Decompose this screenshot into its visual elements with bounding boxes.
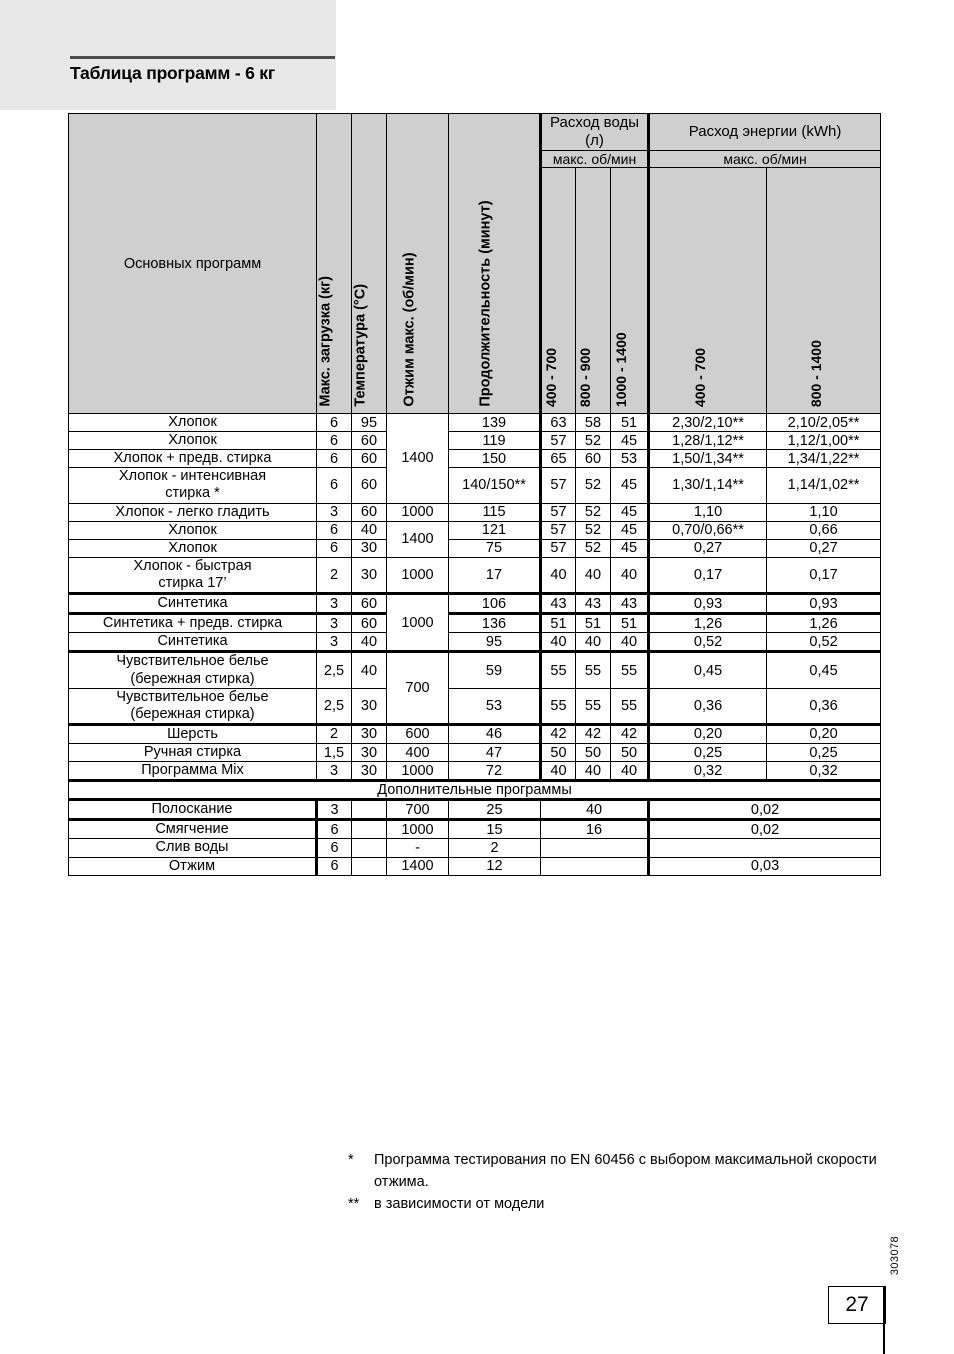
temperature-value: 40 (352, 521, 387, 539)
max-load-value: 6 (317, 468, 352, 503)
temperature-value: 30 (352, 743, 387, 761)
spin-value: 1000 (387, 762, 449, 781)
energy-800-1400-value: 1,10 (767, 503, 881, 521)
side-code: 303078 (889, 1236, 901, 1276)
program-name: Ручная стирка (69, 743, 317, 761)
water-800-900-value: 50 (576, 743, 611, 761)
energy-800-1400-value: 0,52 (767, 633, 881, 652)
temperature-value: 60 (352, 468, 387, 503)
header-max-load-label: Макс. загрузка (кг) (317, 276, 334, 407)
table-row (69, 633, 881, 652)
water-800-900-value: 55 (576, 652, 611, 688)
max-load-value: 2 (317, 724, 352, 743)
temperature-value: 30 (352, 762, 387, 781)
program-name: Отжим (69, 857, 317, 875)
header-duration (449, 114, 541, 414)
temperature-value: 60 (352, 503, 387, 521)
duration-value: 139 (449, 414, 541, 432)
max-load-value: 3 (317, 762, 352, 781)
water-800-900-value: 40 (576, 762, 611, 781)
energy-400-700-value: 0,93 (649, 594, 767, 614)
header-temperature-label: Температура (°C) (352, 284, 369, 407)
water-800-900-value: 52 (576, 503, 611, 521)
header-energy-800-1400-label: 800 - 1400 (807, 340, 824, 407)
energy-400-700-value: 2,30/2,10** (649, 414, 767, 432)
footnote (348, 1150, 888, 1194)
table-row (69, 414, 881, 432)
header-water-400-700 (541, 168, 576, 414)
water-400-700-value: 57 (541, 468, 576, 503)
energy-800-1400-value: 0,25 (767, 743, 881, 761)
max-load-value: 2,5 (317, 652, 352, 688)
header-energy-400-700-label: 400 - 700 (691, 347, 708, 407)
duration-value: 106 (449, 594, 541, 614)
water-800-900-value: 60 (576, 450, 611, 468)
spin-value: 1000 (387, 503, 449, 521)
water-400-700-value: 43 (541, 594, 576, 614)
temperature-value (352, 839, 387, 857)
water-1000-1400-value: 45 (611, 503, 649, 521)
header-energy-800-1400 (767, 168, 881, 414)
title-rule (70, 56, 335, 59)
program-name: Синтетика (69, 633, 317, 652)
program-table (68, 113, 881, 876)
water-1000-1400-value: 40 (611, 633, 649, 652)
table-row (69, 503, 881, 521)
duration-value: 17 (449, 557, 541, 593)
water-1000-1400-value: 42 (611, 724, 649, 743)
page-number-box (828, 1286, 886, 1324)
table-body-main (69, 414, 881, 781)
water-1000-1400-value: 51 (611, 414, 649, 432)
table-row (69, 857, 881, 875)
duration-value: 119 (449, 432, 541, 450)
spin-value: 1000 (387, 594, 449, 652)
water-1000-1400-value: 53 (611, 450, 649, 468)
program-name: Синтетика + предв. стирка (69, 614, 317, 633)
extra-programs-section-title: Дополнительные программы (69, 781, 881, 800)
energy-800-1400-value: 0,27 (767, 539, 881, 557)
energy-800-1400-value: 1,14/1,02** (767, 468, 881, 503)
water-800-900-value: 40 (576, 633, 611, 652)
temperature-value: 60 (352, 432, 387, 450)
header-temperature (352, 114, 387, 414)
spin-value: 700 (387, 652, 449, 724)
max-load-value: 3 (317, 800, 352, 820)
energy-400-700-value: 0,32 (649, 762, 767, 781)
water-1000-1400-value: 45 (611, 539, 649, 557)
water-400-700-value: 57 (541, 503, 576, 521)
header-water-800-900 (576, 168, 611, 414)
temperature-value: 40 (352, 633, 387, 652)
section-header-row (69, 781, 881, 800)
program-name: Хлопок + предв. стирка (69, 450, 317, 468)
table-row (69, 743, 881, 761)
footnote-text: в зависимости от модели (374, 1195, 545, 1212)
header-energy-group: Расход энергии (kWh) (649, 114, 881, 151)
table-row (69, 468, 881, 503)
water-800-900-value: 40 (576, 557, 611, 593)
spin-value: 1000 (387, 557, 449, 593)
water-400-700-value: 65 (541, 450, 576, 468)
program-name: Хлопок (69, 539, 317, 557)
energy-800-1400-value: 1,26 (767, 614, 881, 633)
table-body-extra (69, 781, 881, 875)
duration-value: 136 (449, 614, 541, 633)
duration-value: 2 (449, 839, 541, 857)
water-800-900-value: 52 (576, 468, 611, 503)
header-energy-rpm: макс. об/мин (649, 151, 881, 168)
energy-400-700-value: 0,36 (649, 688, 767, 724)
energy-800-1400-value: 0,93 (767, 594, 881, 614)
temperature-value: 30 (352, 539, 387, 557)
header-spin-max-label: Отжим макс. (об/мин) (400, 252, 417, 407)
header-water-rpm: макс. об/мин (541, 151, 649, 168)
header-water-1000-1400-label: 1000 - 1400 (612, 332, 629, 407)
page-title: Таблица программ - 6 кг (70, 63, 275, 83)
energy-400-700-value: 0,20 (649, 724, 767, 743)
energy-400-700-value: 0,70/0,66** (649, 521, 767, 539)
water-400-700-value: 50 (541, 743, 576, 761)
duration-value: 15 (449, 820, 541, 839)
header-max-load (317, 114, 352, 414)
duration-value: 12 (449, 857, 541, 875)
footnote-marker: * (348, 1152, 354, 1168)
header-water-400-700-label: 400 - 700 (542, 347, 559, 407)
table-row (69, 839, 881, 857)
spin-value: 400 (387, 743, 449, 761)
temperature-value: 30 (352, 724, 387, 743)
header-water-800-900-label: 800 - 900 (576, 347, 593, 407)
temperature-value: 40 (352, 652, 387, 688)
energy-800-1400-value: 2,10/2,05** (767, 414, 881, 432)
duration-value: 150 (449, 450, 541, 468)
energy-800-1400-value: 0,17 (767, 557, 881, 593)
program-name: Программа Mix (69, 762, 317, 781)
spin-value: 1400 (387, 857, 449, 875)
energy-400-700-value: 1,28/1,12** (649, 432, 767, 450)
program-name: Хлопок - интенсивная стирка * (69, 468, 317, 503)
water-1000-1400-value: 40 (611, 557, 649, 593)
water-800-900-value: 52 (576, 539, 611, 557)
energy-400-700-value: 0,27 (649, 539, 767, 557)
table-row (69, 557, 881, 593)
program-name: Смягчение (69, 820, 317, 839)
max-load-value: 6 (317, 857, 352, 875)
max-load-value: 6 (317, 820, 352, 839)
duration-value: 115 (449, 503, 541, 521)
energy-value: 0,02 (649, 820, 881, 839)
temperature-value: 95 (352, 414, 387, 432)
table-row (69, 450, 881, 468)
header-duration-label: Продолжительность (минут) (477, 200, 494, 407)
water-1000-1400-value: 55 (611, 652, 649, 688)
water-1000-1400-value: 45 (611, 468, 649, 503)
max-load-value: 2,5 (317, 688, 352, 724)
energy-800-1400-value: 0,36 (767, 688, 881, 724)
program-name: Хлопок - легко гладить (69, 503, 317, 521)
water-400-700-value: 40 (541, 762, 576, 781)
energy-800-1400-value: 0,32 (767, 762, 881, 781)
program-name: Шерсть (69, 724, 317, 743)
page-number: 27 (845, 1293, 869, 1316)
table-row (69, 800, 881, 820)
duration-value: 75 (449, 539, 541, 557)
energy-800-1400-value: 0,66 (767, 521, 881, 539)
duration-value: 72 (449, 762, 541, 781)
water-800-900-value: 52 (576, 432, 611, 450)
water-400-700-value: 57 (541, 432, 576, 450)
max-load-value: 3 (317, 633, 352, 652)
temperature-value: 60 (352, 594, 387, 614)
header-row-groups (69, 114, 881, 151)
energy-value: 0,03 (649, 857, 881, 875)
temperature-value: 30 (352, 557, 387, 593)
water-800-900-value: 43 (576, 594, 611, 614)
water-1000-1400-value: 45 (611, 521, 649, 539)
max-load-value: 6 (317, 432, 352, 450)
table-row (69, 820, 881, 839)
program-name: Хлопок (69, 414, 317, 432)
water-value (541, 839, 649, 857)
max-load-value: 3 (317, 503, 352, 521)
energy-value: 0,02 (649, 800, 881, 820)
spin-value: 600 (387, 724, 449, 743)
energy-400-700-value: 1,10 (649, 503, 767, 521)
program-name: Хлопок (69, 521, 317, 539)
water-400-700-value: 57 (541, 521, 576, 539)
water-400-700-value: 42 (541, 724, 576, 743)
water-800-900-value: 52 (576, 521, 611, 539)
program-name: Слив воды (69, 839, 317, 857)
table-row (69, 432, 881, 450)
temperature-value: 60 (352, 614, 387, 633)
water-1000-1400-value: 51 (611, 614, 649, 633)
duration-value: 59 (449, 652, 541, 688)
energy-800-1400-value: 0,20 (767, 724, 881, 743)
table-row (69, 652, 881, 688)
duration-value: 46 (449, 724, 541, 743)
energy-400-700-value: 1,30/1,14** (649, 468, 767, 503)
water-400-700-value: 57 (541, 539, 576, 557)
footnote-text: Программа тестирования по EN 60456 с выбором максимальной скорости отжима. (374, 1152, 877, 1190)
duration-value: 47 (449, 743, 541, 761)
header-spin-max (387, 114, 449, 414)
energy-value (649, 839, 881, 857)
header-water-1000-1400 (611, 168, 649, 414)
max-load-value: 6 (317, 414, 352, 432)
max-load-value: 2 (317, 557, 352, 593)
spin-value: 700 (387, 800, 449, 820)
table-row (69, 724, 881, 743)
water-1000-1400-value: 50 (611, 743, 649, 761)
max-load-value: 1,5 (317, 743, 352, 761)
water-400-700-value: 40 (541, 633, 576, 652)
footnote (348, 1194, 888, 1216)
energy-800-1400-value: 0,45 (767, 652, 881, 688)
water-value: 40 (541, 800, 649, 820)
water-800-900-value: 58 (576, 414, 611, 432)
duration-value: 95 (449, 633, 541, 652)
temperature-value: 30 (352, 688, 387, 724)
energy-400-700-value: 0,17 (649, 557, 767, 593)
temperature-value: 60 (352, 450, 387, 468)
water-800-900-value: 42 (576, 724, 611, 743)
water-400-700-value: 40 (541, 557, 576, 593)
water-1000-1400-value: 55 (611, 688, 649, 724)
energy-800-1400-value: 1,34/1,22** (767, 450, 881, 468)
water-value: 16 (541, 820, 649, 839)
table-row (69, 688, 881, 724)
energy-400-700-value: 1,50/1,34** (649, 450, 767, 468)
table-head (69, 114, 881, 414)
energy-400-700-value: 0,45 (649, 652, 767, 688)
header-programs: Основных программ (69, 114, 317, 414)
water-400-700-value: 55 (541, 652, 576, 688)
table-row (69, 762, 881, 781)
temperature-value (352, 857, 387, 875)
table-row (69, 614, 881, 633)
duration-value: 53 (449, 688, 541, 724)
footnotes (348, 1150, 888, 1215)
water-800-900-value: 51 (576, 614, 611, 633)
water-1000-1400-value: 43 (611, 594, 649, 614)
duration-value: 121 (449, 521, 541, 539)
header-energy-400-700 (649, 168, 767, 414)
max-load-value: 3 (317, 614, 352, 633)
program-name: Хлопок - быстрая стирка 17’ (69, 557, 317, 593)
table-row (69, 521, 881, 539)
water-1000-1400-value: 45 (611, 432, 649, 450)
temperature-value (352, 800, 387, 820)
energy-400-700-value: 0,25 (649, 743, 767, 761)
program-name: Чувствительное белье (бережная стирка) (69, 688, 317, 724)
table-row (69, 594, 881, 614)
spin-value: 1400 (387, 414, 449, 504)
water-value (541, 857, 649, 875)
spin-value: - (387, 839, 449, 857)
temperature-value (352, 820, 387, 839)
water-400-700-value: 51 (541, 614, 576, 633)
water-1000-1400-value: 40 (611, 762, 649, 781)
page-number-tick (883, 1286, 885, 1354)
duration-value: 140/150** (449, 468, 541, 503)
max-load-value: 6 (317, 539, 352, 557)
program-name: Полоскание (69, 800, 317, 820)
max-load-value: 6 (317, 839, 352, 857)
energy-800-1400-value: 1,12/1,00** (767, 432, 881, 450)
program-name: Хлопок (69, 432, 317, 450)
program-name: Чувствительное белье (бережная стирка) (69, 652, 317, 688)
max-load-value: 6 (317, 450, 352, 468)
energy-400-700-value: 1,26 (649, 614, 767, 633)
duration-value: 25 (449, 800, 541, 820)
footnote-marker: ** (348, 1195, 360, 1212)
spin-value: 1400 (387, 521, 449, 557)
spin-value: 1000 (387, 820, 449, 839)
water-400-700-value: 63 (541, 414, 576, 432)
energy-400-700-value: 0,52 (649, 633, 767, 652)
program-table-container (68, 113, 880, 876)
table-row (69, 539, 881, 557)
header-water-group: Расход воды (л) (541, 114, 649, 151)
max-load-value: 3 (317, 594, 352, 614)
max-load-value: 6 (317, 521, 352, 539)
water-800-900-value: 55 (576, 688, 611, 724)
water-400-700-value: 55 (541, 688, 576, 724)
header-grey-block (0, 0, 336, 110)
program-name: Синтетика (69, 594, 317, 614)
